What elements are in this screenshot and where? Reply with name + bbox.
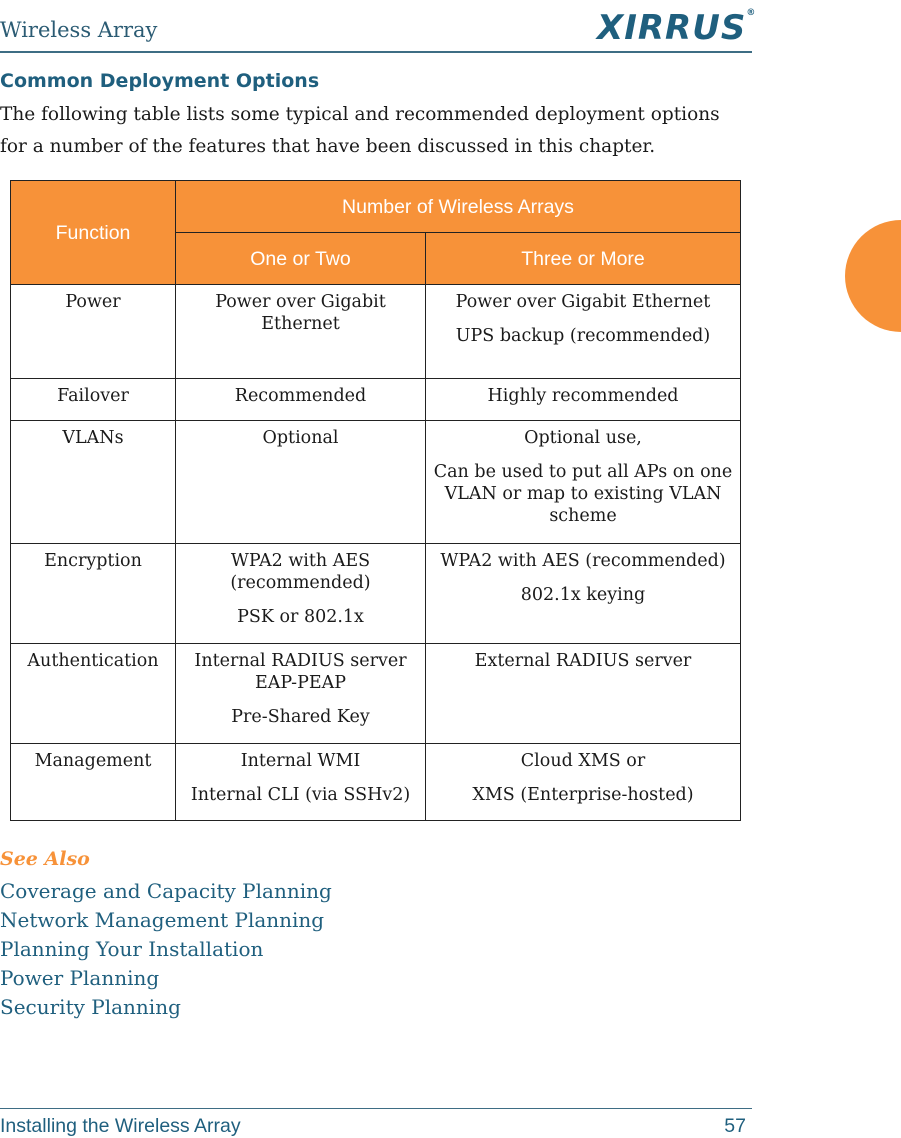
header-three-or-more: Three or More (426, 233, 741, 285)
see-also-link[interactable]: Network Management Planning (0, 908, 325, 932)
see-also-links (0, 877, 332, 1022)
running-header: Wireless Array (0, 18, 158, 42)
footer-chapter-title: Installing the Wireless Array (0, 1115, 241, 1137)
cell-paragraph: Internal CLI (via SSHv2) (190, 785, 411, 805)
cell-three-or-more (426, 744, 741, 821)
cell-paragraph: XMS (Enterprise-hosted) (472, 785, 694, 805)
cell-three-or-more (426, 285, 741, 379)
cell-paragraph: Power over Gigabit Ethernet (455, 292, 711, 312)
cell-paragraph: Optional (262, 428, 339, 448)
logo-registered-mark: ® (746, 8, 757, 18)
cell-one-or-two (176, 744, 426, 821)
table-row (11, 379, 741, 421)
cell-one-or-two (176, 379, 426, 421)
table-row (11, 644, 741, 744)
cell-one-or-two (176, 421, 426, 544)
table-row (11, 544, 741, 644)
cell-one-or-two (176, 544, 426, 644)
header-function: Function (11, 181, 176, 285)
cell-paragraph: External RADIUS server (474, 651, 692, 671)
cell-paragraph: UPS backup (recommended) (455, 326, 711, 346)
intro-paragraph: The following table lists some typical and recommended deployment options for a number of the features that have been discussed in this chapter. (0, 104, 720, 157)
header-number-of-arrays: Number of Wireless Arrays (176, 181, 741, 233)
footer-rule (0, 1108, 752, 1109)
cell-paragraph: PSK or 802.1x (237, 607, 364, 627)
page-number: 57 (724, 1115, 746, 1137)
deployment-options-table (10, 180, 741, 821)
cell-one-or-two (176, 285, 426, 379)
cell-paragraph: WPA2 with AES (recommended) (230, 551, 371, 593)
logo-text: XIRRUS (597, 8, 747, 48)
see-also-link[interactable]: Power Planning (0, 966, 160, 990)
table-row (11, 744, 741, 821)
cell-paragraph: 802.1x keying (520, 585, 646, 605)
cell-paragraph: Recommended (234, 386, 367, 406)
cell-three-or-more (426, 421, 741, 544)
cell-paragraph: Internal RADIUS server EAP-PEAP (194, 651, 407, 693)
table-row (11, 285, 741, 379)
see-also-heading: See Also (0, 848, 90, 870)
table-body (11, 285, 741, 821)
section-title: Common Deployment Options (0, 70, 320, 92)
cell-paragraph: Optional use, (524, 428, 642, 448)
cell-three-or-more (426, 644, 741, 744)
cell-function: Management (11, 744, 176, 821)
cell-one-or-two (176, 644, 426, 744)
cell-paragraph: Highly recommended (487, 386, 679, 406)
cell-paragraph: Pre-Shared Key (231, 707, 370, 727)
cell-function: Encryption (11, 544, 176, 644)
cell-function: Failover (11, 379, 176, 421)
header-one-or-two: One or Two (176, 233, 426, 285)
see-also-link[interactable]: Coverage and Capacity Planning (0, 879, 332, 903)
see-also-link[interactable]: Planning Your Installation (0, 937, 264, 961)
chapter-tab (845, 220, 901, 332)
cell-paragraph: Internal WMI (240, 751, 361, 771)
xirrus-logo (597, 8, 756, 48)
cell-three-or-more (426, 544, 741, 644)
cell-paragraph: WPA2 with AES (recommended) (440, 551, 726, 571)
cell-paragraph: Power over Gigabit Ethernet (215, 292, 386, 334)
cell-paragraph: Cloud XMS or (520, 751, 646, 771)
cell-function: VLANs (11, 421, 176, 544)
cell-three-or-more (426, 379, 741, 421)
cell-paragraph: Can be used to put all APs on one VLAN or map to existing VLAN scheme (433, 462, 733, 526)
header-rule (0, 51, 752, 53)
cell-function: Power (11, 285, 176, 379)
table-row (11, 421, 741, 544)
see-also-link[interactable]: Security Planning (0, 995, 181, 1019)
cell-function: Authentication (11, 644, 176, 744)
